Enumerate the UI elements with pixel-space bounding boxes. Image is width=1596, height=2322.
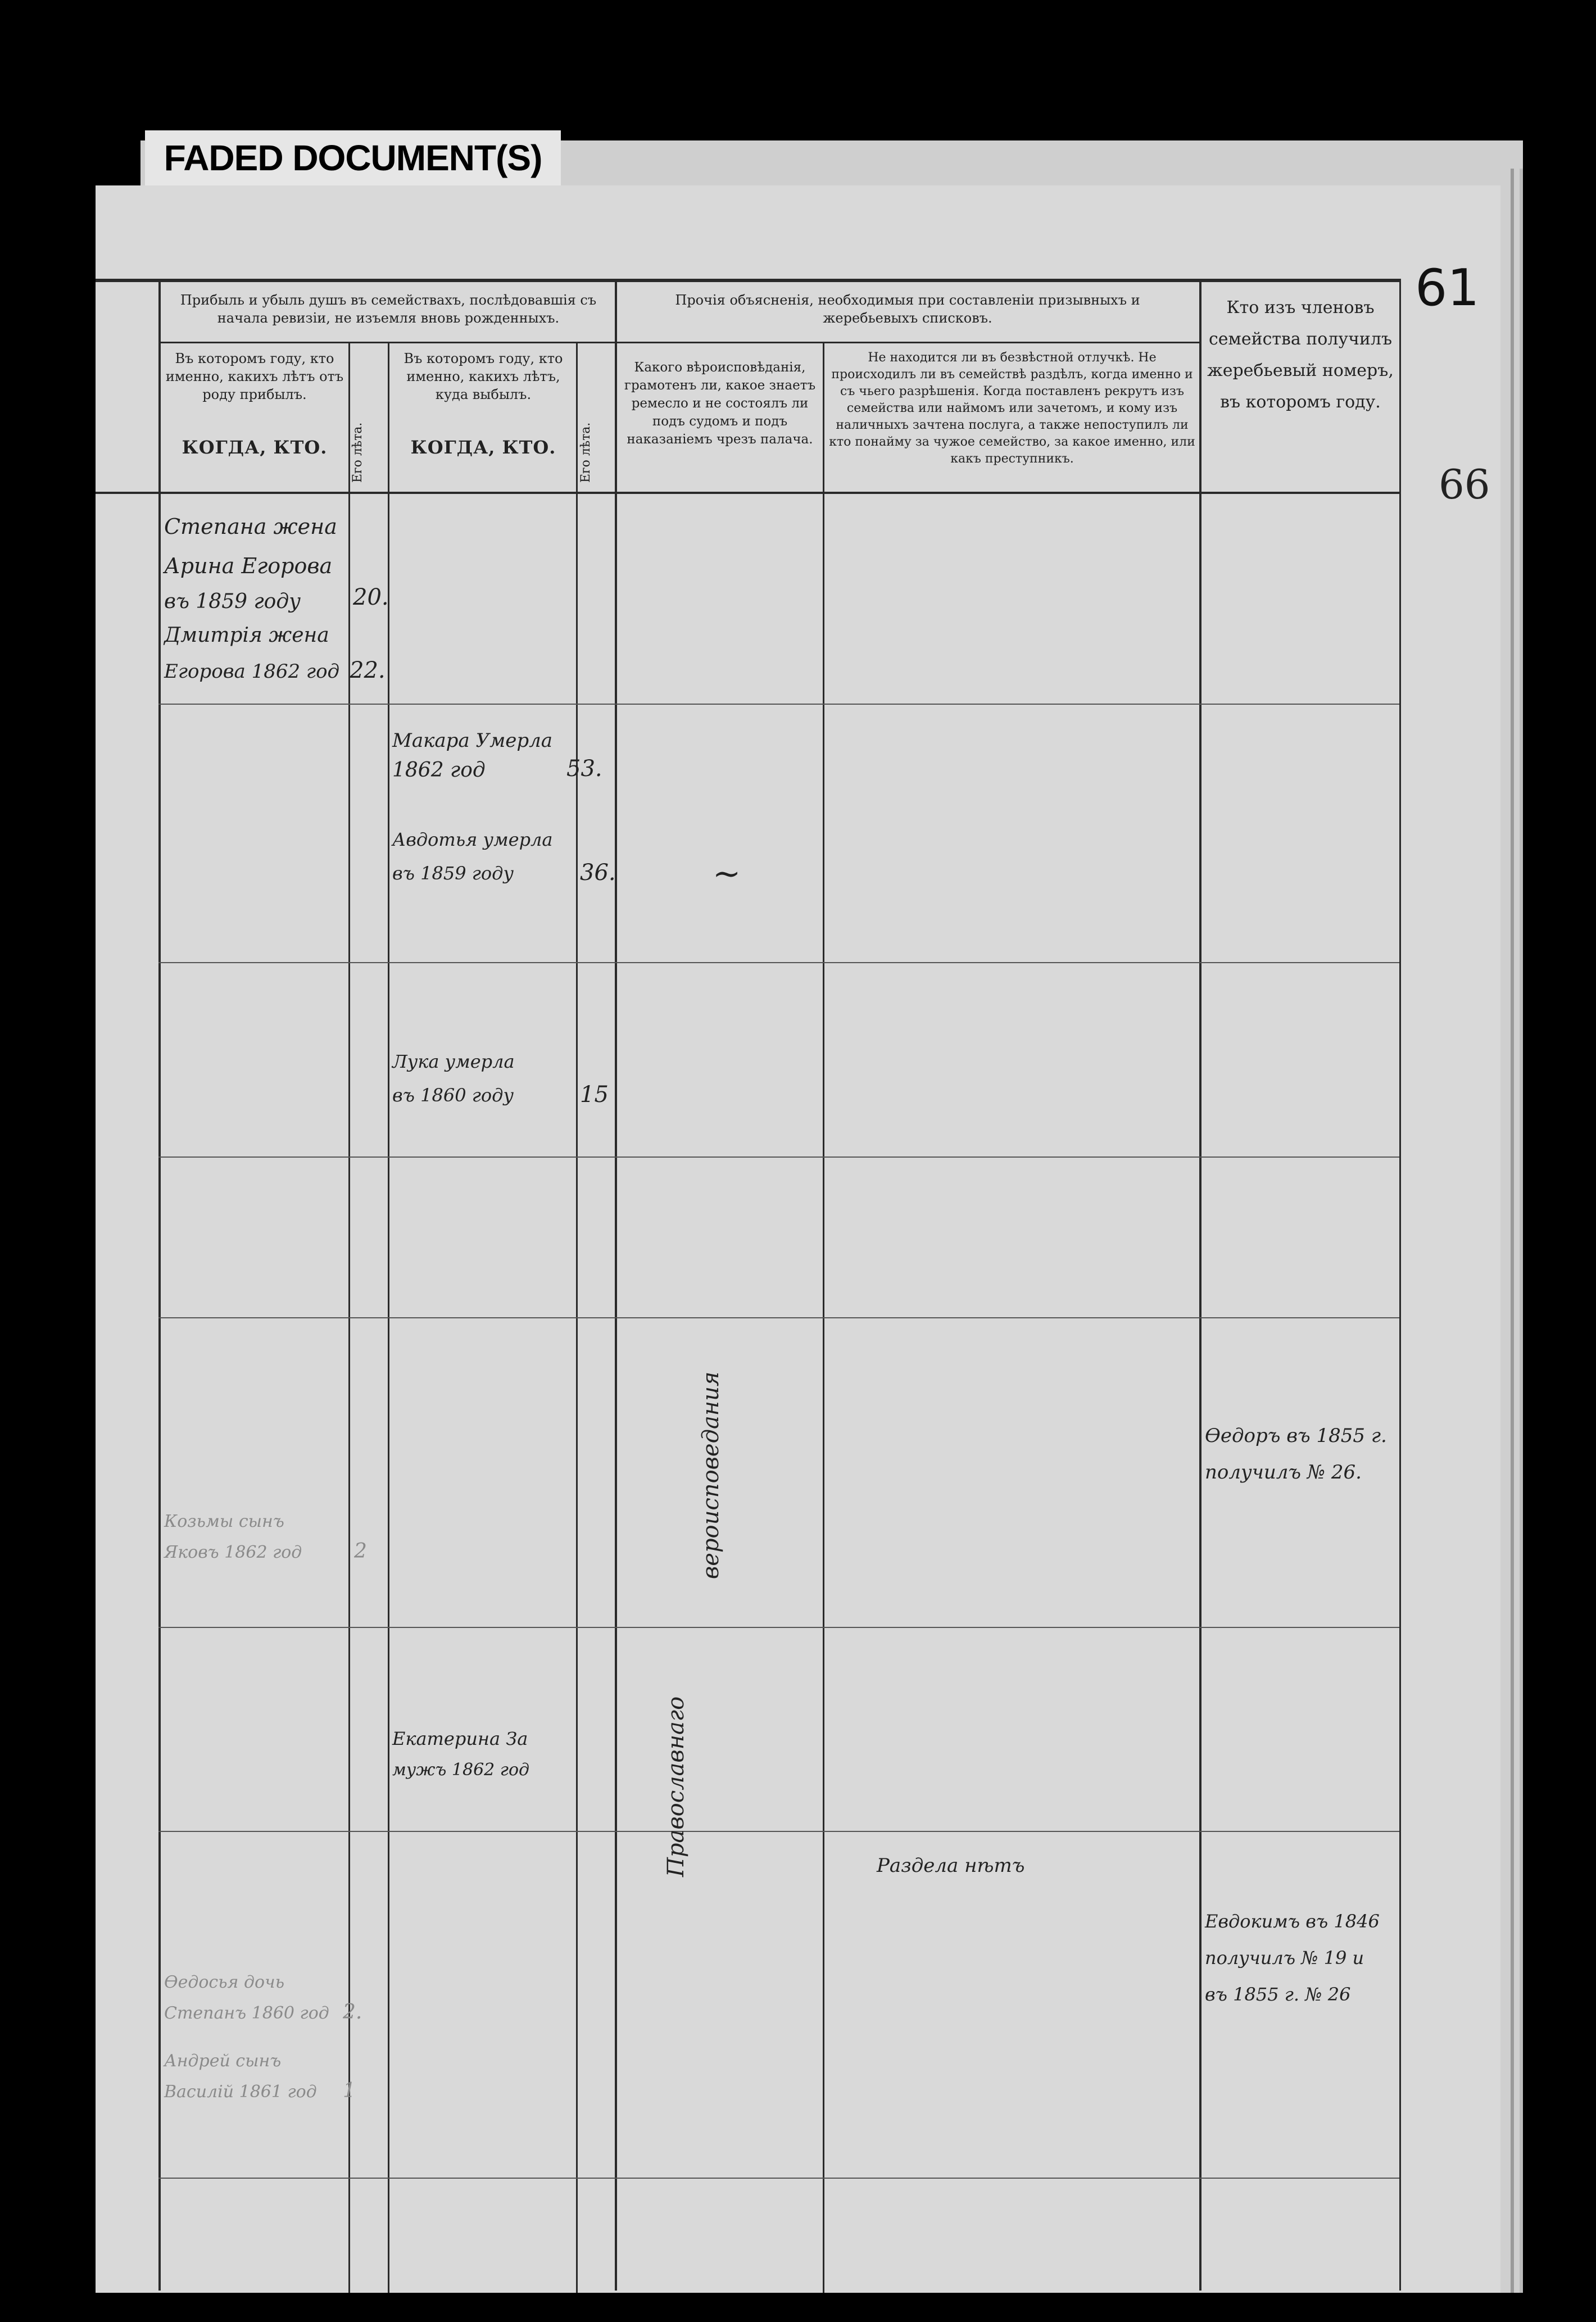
- entry-age: 22.: [350, 657, 386, 683]
- header-arrived: Въ которомъ году, кто именно, какихъ лѣтъ отъ роду прибылъ.: [165, 351, 344, 402]
- faded-document-label: FADED DOCUMENT(S): [145, 130, 561, 185]
- entry-age: 36.: [580, 860, 616, 886]
- header-gains-losses: Прибыль и убыль душъ въ семействахъ, послѣдовавшія съ начала ревизіи, не изъемля вновь рожденныхъ.: [180, 292, 597, 326]
- entry-age: 53.: [566, 756, 602, 782]
- entry-text: Егорова 1862 год: [164, 660, 340, 683]
- lot-entry: Ѳедоръ въ 1855 г.: [1205, 1425, 1387, 1447]
- entry-text: Лука умерла: [392, 1051, 515, 1072]
- header-rule: [615, 342, 1199, 343]
- entry-age: 20.: [353, 584, 389, 610]
- header-other-explanations: Прочія объясненія, необходимыя при составленіи призывныхъ и жеребьевыхъ списковъ.: [675, 292, 1140, 326]
- lot-entry: получилъ № 26.: [1205, 1461, 1362, 1484]
- header-bottom-rule: [96, 492, 1399, 494]
- entry-text: Козьмы сынъ: [164, 1512, 284, 1531]
- entry-text: Ѳедосья дочь: [164, 1972, 285, 1992]
- header-lot-number: Кто изъ членовъ семейства получилъ жеребьевый номеръ, въ которомъ году.: [1207, 298, 1394, 412]
- entry-text: Василій 1861 год: [164, 2082, 317, 2102]
- entry-text: 1862 год: [392, 759, 486, 782]
- column-rule: [1399, 279, 1401, 2291]
- row-separator: [158, 2178, 1399, 2179]
- entry-text: Степана жена: [164, 514, 337, 539]
- entry-text: Дмитрія жена: [164, 624, 329, 647]
- header-age-departed: Его лѣта.: [579, 422, 593, 483]
- dash-mark: ~: [713, 854, 741, 894]
- split-note: Раздела нѣтъ: [877, 1854, 1025, 1877]
- header-age-arrived: Его лѣта.: [351, 422, 365, 483]
- header-absence: Не находится ли въ безвѣстной отлучкѣ. Не происходилъ ли въ семействѣ раздѣлъ, когда именно и съ чьего разрѣшенія. Когда поставленъ рекрутъ изъ семейства или наймомъ или зачетомъ, и кому изъ наличныхъ зачтена послуга, а также непоступилъ ли кто понайму за чужое семейство, за какое именно, или какъ преступникъ.: [829, 351, 1195, 466]
- column-rule: [1199, 279, 1201, 2291]
- table-top-rule: [96, 279, 1399, 282]
- entry-age: 2: [354, 1540, 367, 1563]
- lot-entry: получилъ № 19 и: [1205, 1947, 1364, 1969]
- entry-age: 2.: [343, 2001, 362, 2024]
- row-separator: [158, 1627, 1399, 1628]
- entry-text: Арина Егорова: [164, 554, 333, 578]
- header-when-who-arrived: КОГДА, КТО.: [182, 437, 328, 458]
- entry-text: въ 1859 году: [392, 863, 514, 884]
- entry-text: Екатерина За: [392, 1728, 528, 1749]
- row-separator: [158, 1157, 1399, 1158]
- header-rule: [158, 342, 615, 343]
- entry-text: Макара Умерла: [392, 729, 553, 752]
- header-religion: Какого вѣроисповѣданія, грамотенъ ли, какое знаетъ ремесло и не состоялъ ли подъ судомъ и подъ наказаніемъ чрезъ палача.: [624, 360, 816, 447]
- page-edge: [1511, 169, 1514, 2293]
- entry-text: Авдотья умерла: [392, 829, 553, 850]
- document-page: [96, 185, 1500, 2293]
- row-separator: [158, 1317, 1399, 1318]
- page-edge: [1520, 169, 1523, 2293]
- entry-age: 1: [343, 2079, 356, 2102]
- entry-age: 15: [580, 1082, 609, 1108]
- column-rule: [615, 279, 617, 2291]
- religion-note: Православнаго: [663, 1696, 689, 1877]
- entry-text: въ 1860 году: [392, 1085, 514, 1106]
- religion-note: вероисповедания: [698, 1371, 724, 1579]
- entry-text: Яковъ 1862 год: [164, 1543, 302, 1562]
- folio-number: 61: [1415, 258, 1480, 318]
- row-separator: [158, 704, 1399, 705]
- row-separator: [158, 1831, 1399, 1832]
- lot-entry: въ 1855 г. № 26: [1205, 1984, 1351, 2005]
- entry-text: Степанъ 1860 год: [164, 2003, 329, 2023]
- entry-text: въ 1859 году: [164, 590, 301, 613]
- entry-text: Андрей сынъ: [164, 2051, 282, 2071]
- header-departed: Въ которомъ году, кто именно, какихъ лѣтъ, куда выбылъ.: [403, 351, 563, 402]
- entry-text: мужъ 1862 год: [392, 1760, 530, 1780]
- header-when-who-departed: КОГДА, КТО.: [410, 437, 556, 458]
- row-separator: [158, 962, 1399, 963]
- column-rule: [158, 279, 161, 2291]
- lot-entry: Евдокимъ въ 1846: [1205, 1911, 1380, 1932]
- pencil-page-number: 66: [1439, 461, 1490, 508]
